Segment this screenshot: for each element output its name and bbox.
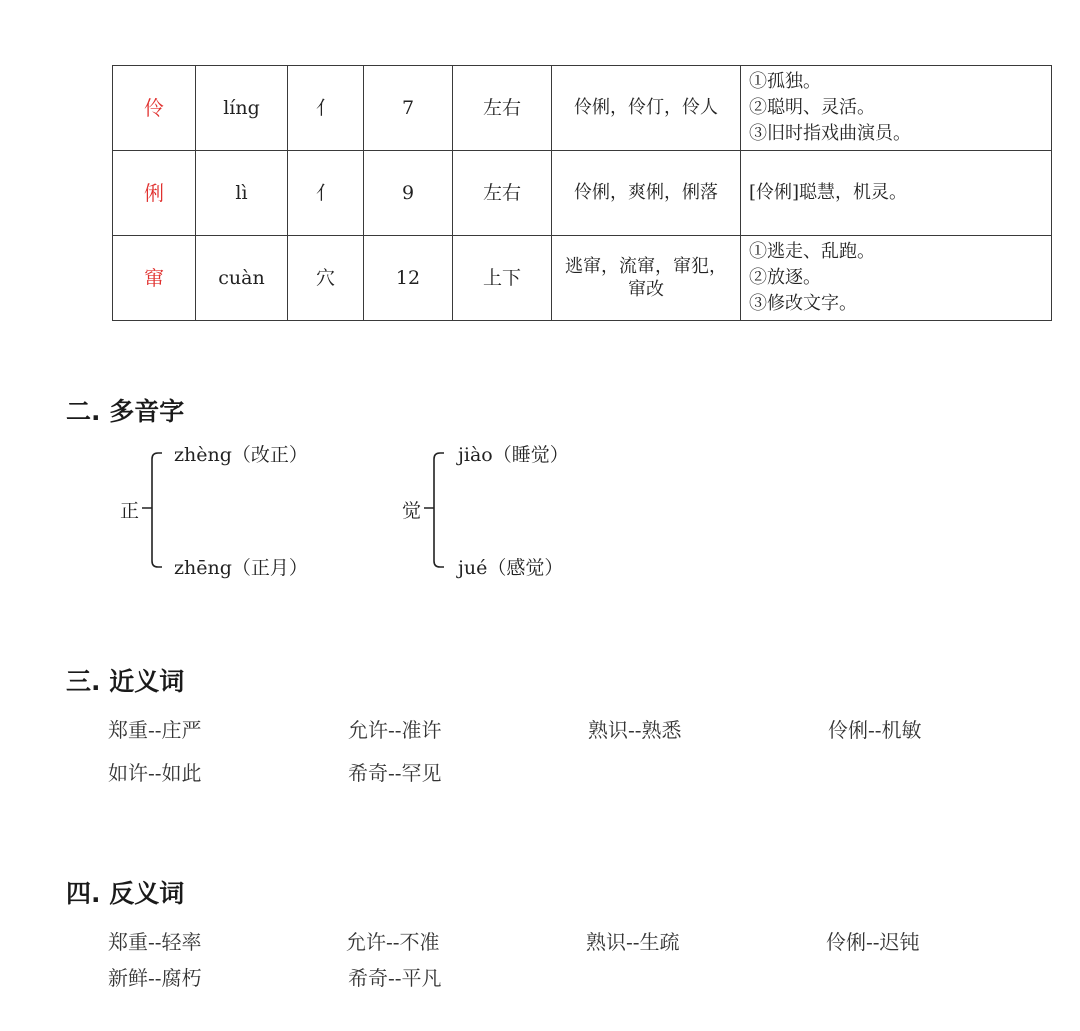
polyphonic-group (118, 436, 418, 579)
meaning-line: ①孤独。 (749, 70, 821, 92)
synonym-pair: 郑重--庄严 (108, 718, 202, 742)
meaning-line: ②聪明、灵活。 (749, 96, 875, 118)
section-heading-synonyms: 三. 近义词 (66, 667, 185, 696)
table-cell-structure: 左右 (453, 66, 552, 151)
character-table (112, 65, 1052, 321)
table-cell-meanings (741, 66, 1052, 151)
meaning-line: ①逃走、乱跑。 (749, 240, 875, 262)
table-cell-meanings (741, 236, 1052, 321)
table-cell-strokes: 7 (364, 66, 453, 151)
polyphonic-group (400, 436, 700, 579)
polyphonic-reading: jué（感觉） (458, 557, 564, 579)
synonym-pair: 允许--准许 (348, 718, 442, 742)
table-cell-pinyin: lì (196, 151, 288, 236)
synonym-pair: 熟识--熟悉 (588, 718, 682, 742)
polyphonic-char: 正 (120, 500, 140, 522)
bracket-icon (422, 451, 452, 571)
table-cell-strokes: 12 (364, 236, 453, 321)
antonym-pair: 郑重--轻率 (108, 930, 202, 954)
antonym-pair: 伶俐--迟钝 (826, 930, 920, 954)
section-heading-antonyms: 四. 反义词 (66, 879, 185, 908)
table-row (113, 151, 1052, 236)
meaning-line: ②放逐。 (749, 266, 821, 288)
table-cell-char: 伶 (113, 66, 196, 151)
polyphonic-char: 觉 (402, 500, 422, 522)
table-cell-structure: 左右 (453, 151, 552, 236)
bracket-icon (140, 451, 170, 571)
synonym-pair: 希奇--罕见 (348, 761, 442, 785)
table-cell-structure: 上下 (453, 236, 552, 321)
table-cell-strokes: 9 (364, 151, 453, 236)
section-heading-polyphonic: 二. 多音字 (66, 397, 185, 426)
table-cell-words: 伶俐，伶仃，伶人 (552, 66, 741, 151)
polyphonic-reading: jiào（睡觉） (458, 444, 569, 466)
table-cell-meanings (741, 151, 1052, 236)
table-row (113, 66, 1052, 151)
polyphonic-reading: zhèng（改正） (174, 444, 308, 466)
table-cell-char: 窜 (113, 236, 196, 321)
antonym-pair: 希奇--平凡 (348, 966, 442, 990)
table-cell-radical: 亻 (288, 66, 364, 151)
table-cell-pinyin: líng (196, 66, 288, 151)
table-cell-radical: 穴 (288, 236, 364, 321)
table-cell-pinyin: cuàn (196, 236, 288, 321)
table-cell-char: 俐 (113, 151, 196, 236)
words-line: 窜改 (628, 279, 664, 300)
table-row (113, 236, 1052, 321)
synonym-pair: 伶俐--机敏 (828, 718, 922, 742)
words-line: 逃窜，流窜，窜犯， (565, 255, 727, 277)
meaning-line: ③旧时指戏曲演员。 (749, 123, 911, 145)
synonym-pair: 如许--如此 (108, 761, 202, 785)
table-cell-radical: 亻 (288, 151, 364, 236)
antonym-pair: 新鲜--腐朽 (108, 966, 202, 990)
antonym-pair: 熟识--生疏 (586, 930, 680, 954)
table-cell-words (552, 236, 741, 321)
meaning-line: ③修改文字。 (749, 293, 857, 315)
meaning-line: [伶俐]聪慧，机灵。 (749, 181, 908, 203)
polyphonic-reading: zhēng（正月） (174, 557, 308, 579)
antonym-pair: 允许--不准 (346, 930, 440, 954)
table-cell-words: 伶俐，爽俐，俐落 (552, 151, 741, 236)
